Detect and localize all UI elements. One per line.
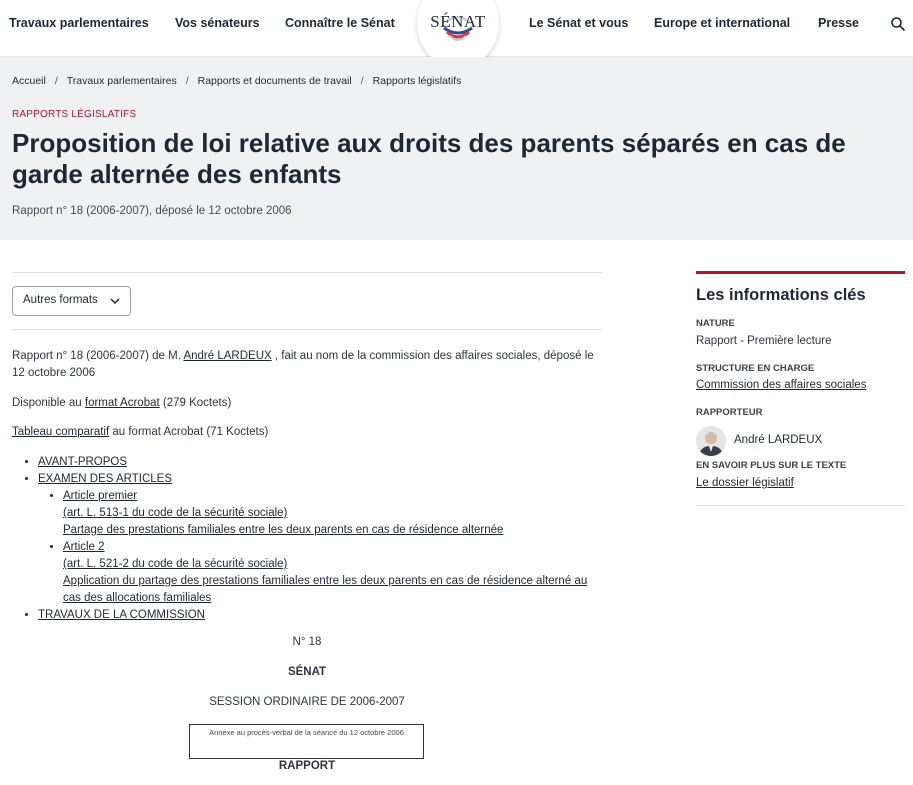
toc-article-1[interactable] xyxy=(63,490,503,536)
breadcrumb-accueil[interactable]: Accueil xyxy=(12,75,46,87)
divider xyxy=(12,272,602,273)
document-rapport-heading: RAPPORT xyxy=(278,760,336,772)
tableau-suffix: au format Acrobat (71 Koctets) xyxy=(109,426,269,438)
nav-presse[interactable]: Presse xyxy=(818,16,860,30)
nav-connaitre-le-senat[interactable]: Connaître le Sénat xyxy=(285,16,395,30)
breadcrumb-travaux-parlementaires[interactable]: Travaux parlementaires xyxy=(66,75,177,87)
toc-travaux-commission[interactable]: TRAVAUX DE LA COMMISSION xyxy=(38,609,205,621)
breadcrumb-rapports-documents[interactable]: Rapports et documents de travail xyxy=(197,75,352,87)
report-intro xyxy=(12,348,602,382)
nav-le-senat-et-vous[interactable]: Le Sénat et vous xyxy=(529,16,629,30)
logo-text: SÉNAT xyxy=(430,12,486,31)
toc-item xyxy=(38,454,602,471)
available-suffix: (279 Koctets) xyxy=(159,397,232,409)
article-2-ref: (art. L. 521-2 du code de la sécurité sociale) xyxy=(63,558,288,570)
sidebar-accent-bar xyxy=(696,271,905,274)
breadcrumb-rapports-legislatifs[interactable]: Rapports législatifs xyxy=(372,75,462,87)
author-link[interactable]: André LARDEUX xyxy=(183,350,272,362)
toc-article-2[interactable] xyxy=(63,541,587,604)
toc-item xyxy=(38,471,602,607)
available-format-line xyxy=(12,395,231,412)
nature-label: NATURE xyxy=(696,318,735,329)
rapporteur-photo-icon xyxy=(696,426,726,456)
structure-label: STRUCTURE EN CHARGE xyxy=(696,363,815,374)
nav-travaux-parlementaires[interactable]: Travaux parlementaires xyxy=(9,16,149,30)
rapporteur-name-link[interactable]: André LARDEUX xyxy=(734,434,823,446)
toc-avant-propos[interactable]: AVANT-PROPOS xyxy=(38,456,128,468)
top-navigation xyxy=(0,0,913,57)
document-session: SESSION ORDINAIRE DE 2006-2007 xyxy=(209,696,405,708)
breadcrumb-separator: / xyxy=(54,75,58,87)
table-of-contents xyxy=(12,454,602,624)
other-formats-button[interactable] xyxy=(12,286,131,316)
toc-subitem xyxy=(63,539,602,607)
document-number: N° 18 xyxy=(292,636,322,648)
article-1-desc: Partage des prestations familiales entre les deux parents en cas de résidence alternée xyxy=(63,524,504,536)
breadcrumb-separator: / xyxy=(360,75,364,87)
toc-examen-articles[interactable]: EXAMEN DES ARTICLES xyxy=(38,473,172,485)
acrobat-format-link[interactable]: format Acrobat xyxy=(84,397,160,409)
toc-subitem xyxy=(63,488,602,539)
article-1-ref: (art. L. 513-1 du code de la sécurité sociale) xyxy=(63,507,288,519)
toc-item xyxy=(38,607,602,624)
intro-suffix: , fait au nom de la commission des affaires sociales, déposé le 12 octobre 2006 xyxy=(12,350,594,379)
tableau-line xyxy=(12,424,268,441)
sidebar-divider xyxy=(696,505,905,506)
category-kicker: RAPPORTS LÉGISLATIFS xyxy=(12,109,137,120)
page-subtitle: Rapport n° 18 (2006-2007), déposé le 12 octobre 2006 xyxy=(12,205,292,217)
dossier-legislatif-link[interactable]: Le dossier législatif xyxy=(696,477,794,489)
intro-prefix: Rapport n° 18 (2006-2007) de M. xyxy=(12,350,184,362)
annex-box: Annexe au procès-verbal de la séance du 12 octobre 2006 xyxy=(189,724,424,759)
search-icon[interactable] xyxy=(890,16,906,32)
chevron-down-icon xyxy=(110,298,120,305)
nav-europe-et-international[interactable]: Europe et international xyxy=(654,16,791,30)
page-title: Proposition de loi relative aux droits des parents séparés en cas de garde alternée des enfants xyxy=(12,128,846,189)
breadcrumb xyxy=(12,75,461,87)
avatar[interactable] xyxy=(696,426,726,456)
available-prefix: Disponible au xyxy=(12,397,85,409)
divider xyxy=(12,329,602,330)
document-senat-heading: SÉNAT xyxy=(287,666,327,678)
commission-link[interactable]: Commission des affaires sociales xyxy=(696,379,867,391)
breadcrumb-separator: / xyxy=(185,75,189,87)
article-2-title: Article 2 xyxy=(63,541,105,553)
article-1-title: Article premier xyxy=(63,490,138,502)
other-formats-label: Autres formats xyxy=(23,294,98,306)
more-info-label: EN SAVOIR PLUS SUR LE TEXTE xyxy=(696,460,847,471)
article-2-desc: Application du partage des prestations familiales entre les deux parents en cas de résidence alterné au cas des allocations familiales xyxy=(63,575,588,604)
rapporteur-label: RAPPORTEUR xyxy=(696,407,763,418)
sidebar-title: Les informations clés xyxy=(696,286,866,304)
tableau-comparatif-link[interactable]: Tableau comparatif xyxy=(12,426,110,438)
nav-vos-senateurs[interactable]: Vos sénateurs xyxy=(175,16,260,30)
nature-value: Rapport - Première lecture xyxy=(696,335,832,347)
